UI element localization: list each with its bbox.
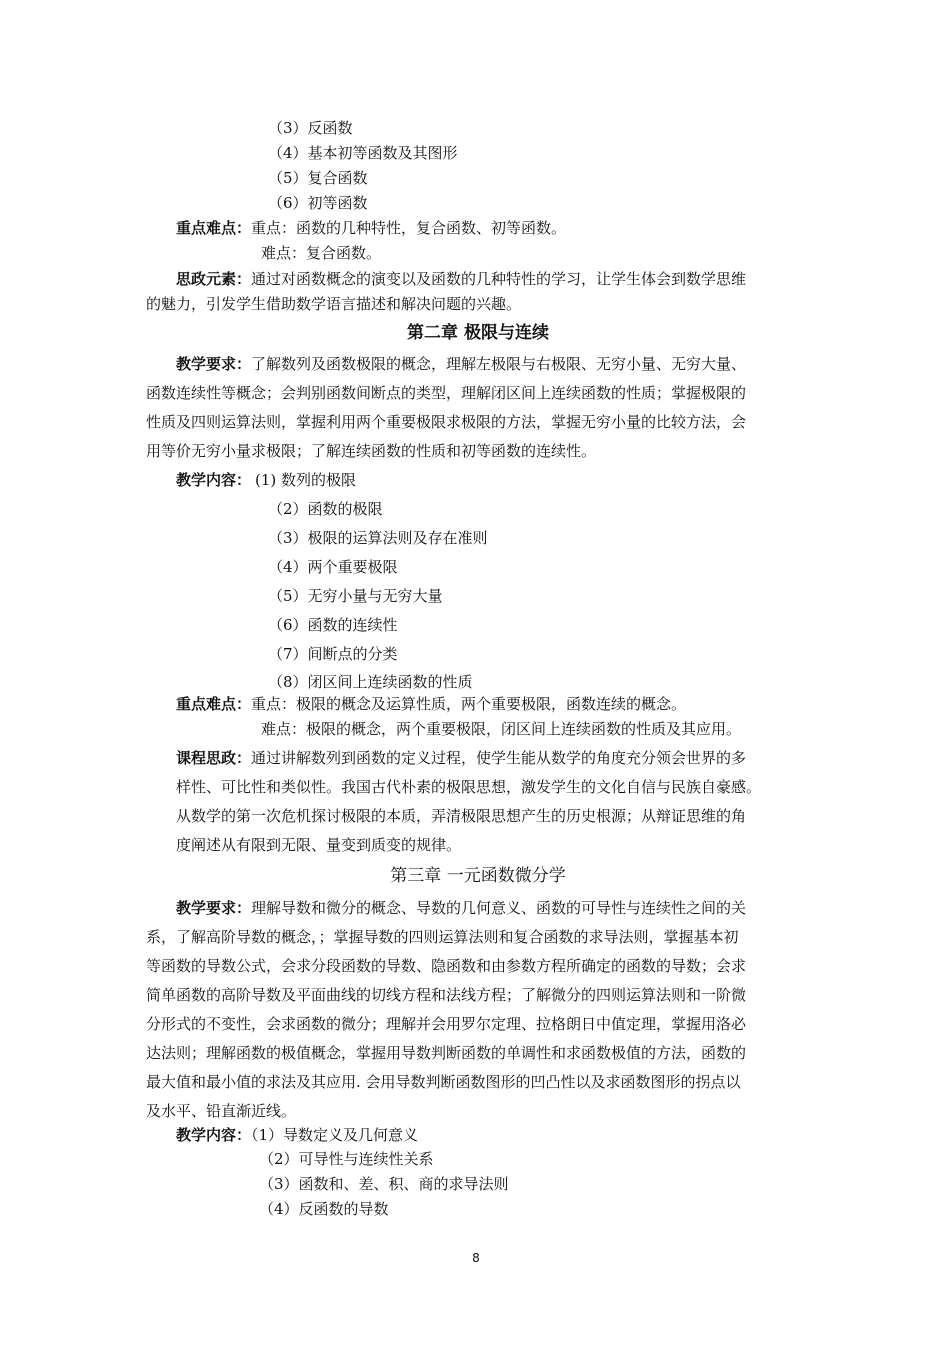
ch3-req-label: 教学要求：	[176, 899, 252, 917]
chapter-2-title: 第二章 极限与连续	[407, 323, 549, 343]
ch3-req-line6: 达法则；理解函数的极值概念，掌握用导数判断函数的单调性和求函数极值的方法，函数的	[146, 1044, 747, 1062]
ch1-item-3: （3）反函数	[268, 119, 353, 137]
ch1-ideo-line2: 的魅力，引发学生借助数学语言描述和解决问题的兴趣。	[146, 295, 522, 313]
ch2-item-2: （2）函数的极限	[268, 500, 383, 518]
chapter-3-title: 第三章 一元函数微分学	[390, 866, 566, 886]
ch3-item-3: （3）函数和、差、积、商的求导法则	[259, 1175, 509, 1193]
ch2-item-3: （3）极限的运算法则及存在准则	[268, 529, 488, 547]
ch2-ideo-line1: 通过讲解数列到函数的定义过程，使学生能从数学的角度充分领会世界的多	[251, 749, 747, 767]
ch1-ideo-label: 思政元素：	[176, 270, 252, 288]
ch1-ideo-line1: 通过对函数概念的演变以及函数的几种特性的学习，让学生体会到数学思维	[251, 270, 747, 288]
ch3-item-4: （4）反函数的导数	[259, 1200, 389, 1218]
ch3-req-line5: 分形式的不变性，会求函数的微分；理解并会用罗尔定理、拉格朗日中值定理，掌握用洛必	[146, 1015, 747, 1033]
ch2-item-4: （4）两个重要极限	[268, 558, 398, 576]
ch1-difficulty: 难点：复合函数。	[261, 244, 382, 262]
ch2-key-row	[176, 693, 686, 715]
ch2-item-1: (1) 数列的极限	[255, 471, 357, 489]
ch3-req-line4: 简单函数的高阶导数及平面曲线的切线方程和法线方程；了解微分的四则运算法则和一阶微	[146, 986, 747, 1004]
ch1-key-point: 重点：函数的几种特性，复合函数、初等函数。	[251, 219, 567, 237]
ch1-item-6: （6）初等函数	[268, 194, 368, 212]
ch2-ideo-line3: 从数学的第一次危机探讨极限的本质，弄清极限思想产生的历史根源；从辩证思维的角	[176, 807, 747, 825]
ch3-req-line8: 及水平、铅直渐近线。	[146, 1102, 297, 1120]
ch2-content-label: 教学内容：	[176, 471, 252, 489]
ch2-difficulty: 难点：极限的概念，两个重要极限，闭区间上连续函数的性质及其应用。	[261, 720, 742, 738]
ch2-ideo-line4: 度阐述从有限到无限、量变到质变的规律。	[176, 836, 462, 854]
ch3-content-label: 教学内容：	[176, 1126, 252, 1144]
ch1-item-5: （5）复合函数	[268, 169, 368, 187]
ch2-ideo-row	[176, 747, 746, 769]
ch2-ideo-label: 课程思政：	[176, 749, 252, 767]
ch2-item-7: （7）间断点的分类	[268, 645, 398, 663]
ch3-req-line1: 理解导数和微分的概念、导数的几何意义、函数的可导性与连续性之间的关	[251, 899, 747, 917]
ch3-req-line2: 系，了解高阶导数的概念，；掌握导数的四则运算法则和复合函数的求导法则，掌握基本初	[146, 928, 739, 946]
ch3-content-row	[176, 1124, 418, 1146]
ch2-content-row	[176, 469, 356, 491]
ch3-req-row	[176, 897, 746, 919]
ch2-req-row	[176, 353, 746, 375]
ch2-item-5: （5）无穷小量与无穷大量	[268, 587, 443, 605]
ch2-key-label: 重点难点：	[176, 695, 252, 713]
ch2-key-point: 重点：极限的概念及运算性质，两个重要极限，函数连续的概念。	[251, 695, 687, 713]
ch2-req-line3: 性质及四则运算法则，掌握利用两个重要极限求极限的方法，掌握无穷小量的比较方法，会	[146, 413, 747, 431]
ch2-item-8: （8）闭区间上连续函数的性质	[268, 673, 473, 691]
ch1-item-4: （4）基本初等函数及其图形	[268, 144, 458, 162]
ch2-req-line4: 用等价无穷小量求极限；了解连续函数的性质和初等函数的连续性。	[146, 442, 597, 460]
ch3-item-2: （2）可导性与连续性关系	[259, 1150, 434, 1168]
ch3-req-line7: 最大值和最小值的求法及其应用. 会用导数判断函数图形的凹凸性以及求函数图形的拐点以	[146, 1073, 741, 1091]
ch2-ideo-line2: 样性、可比性和类似性。我国古代朴素的极限思想，激发学生的文化自信与民族自豪感。	[176, 778, 762, 796]
ch2-req-label: 教学要求：	[176, 355, 252, 373]
ch1-ideo-row	[176, 268, 746, 290]
ch2-req-line1: 了解数列及函数极限的概念，理解左极限与右极限、无穷小量、无穷大量、	[251, 355, 747, 373]
ch2-item-6: （6）函数的连续性	[268, 616, 398, 634]
ch1-key-label: 重点难点：	[176, 219, 252, 237]
ch3-item-1: （1）导数定义及几何意义	[251, 1126, 419, 1144]
ch1-key-row	[176, 217, 566, 239]
ch3-req-line3: 等函数的导数公式，会求分段函数的导数、隐函数和由参数方程所确定的函数的导数；会求	[146, 957, 747, 975]
page-number: 8	[472, 1251, 480, 1265]
ch2-req-line2: 函数连续性等概念；会判别函数间断点的类型，理解闭区间上连续函数的性质；掌握极限的	[146, 384, 747, 402]
